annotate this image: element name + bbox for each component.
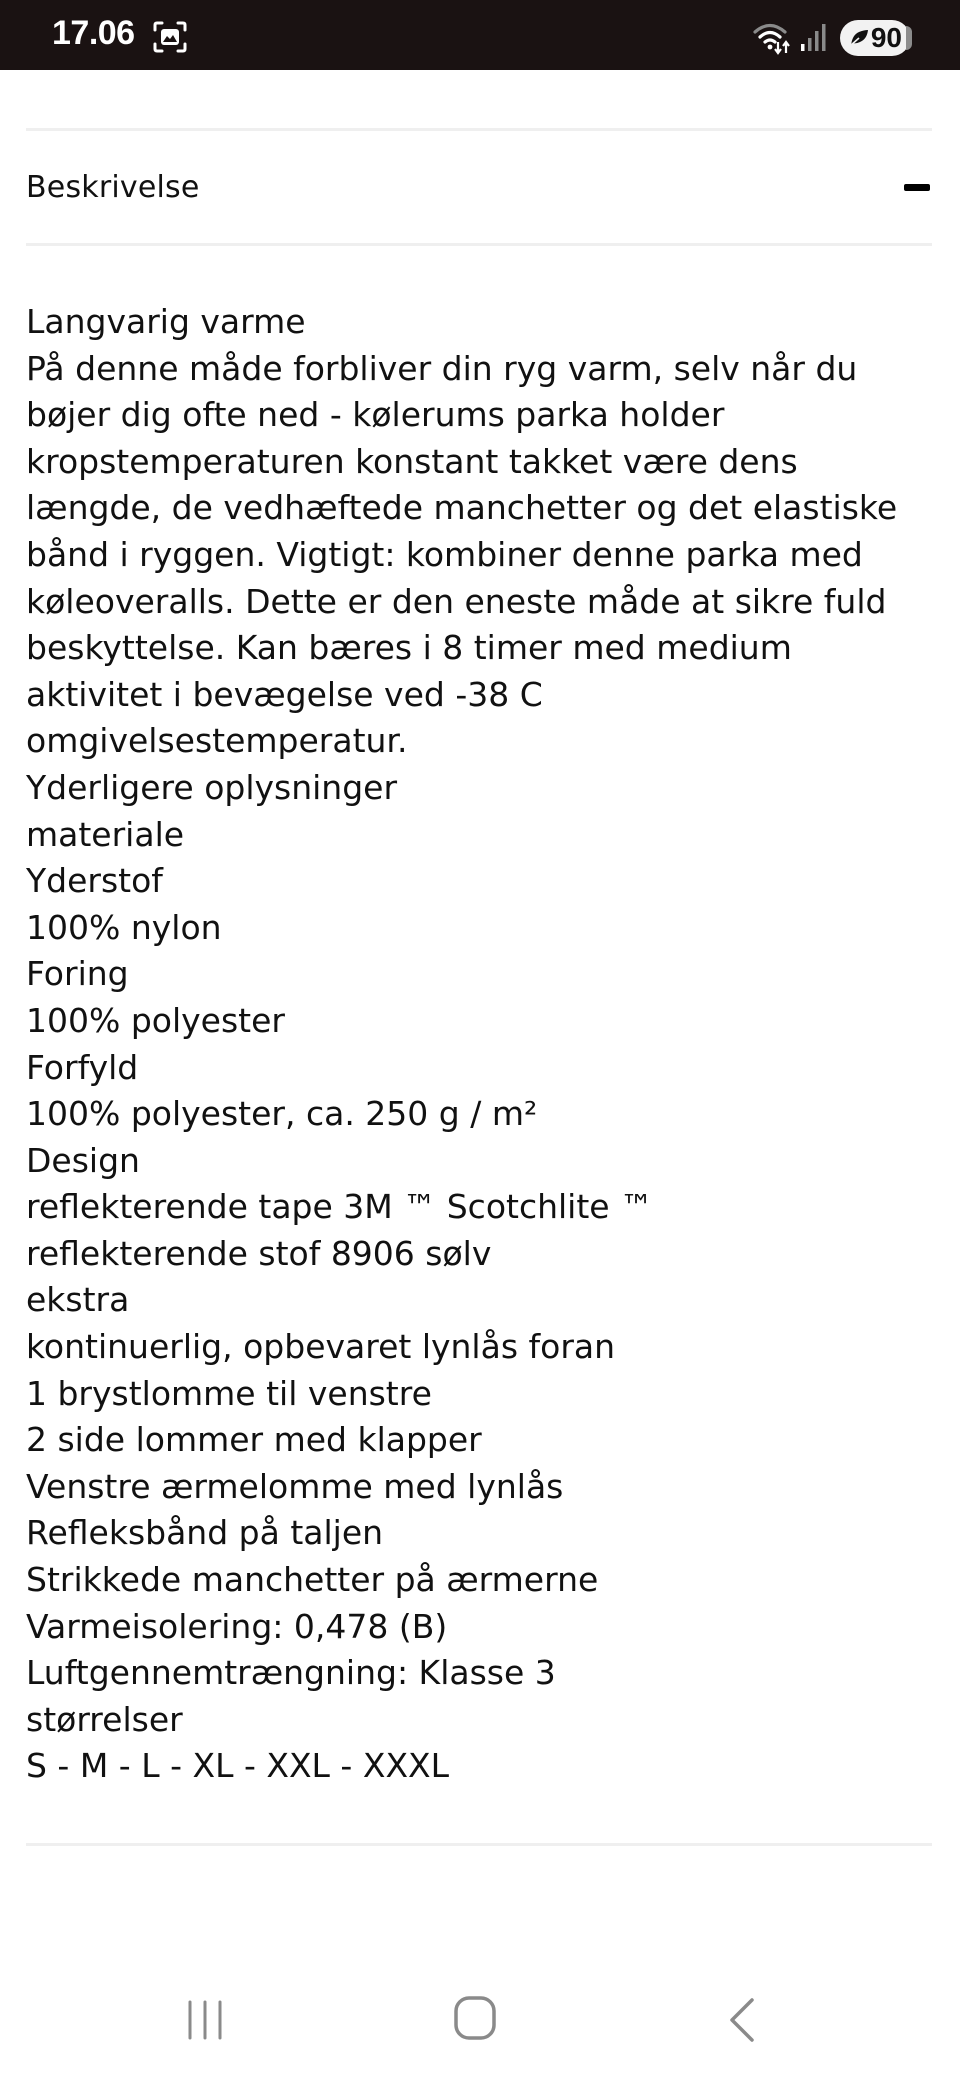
description-line: Refleksbånd på taljen — [26, 1513, 384, 1553]
description-line: Luftgennemtrængning: Klasse 3 — [26, 1653, 556, 1693]
description-sizes: S - M - L - XL - XXL - XXXL — [26, 1746, 450, 1786]
description-line: Foring — [26, 954, 129, 994]
description-line: størrelser — [26, 1699, 183, 1739]
description-paragraph: På denne måde forbliver din ryg varm, selv når du bøjer dig ofte ned - kølerums parka holder kropstemperaturen konstant takket være dens længde, de vedhæftede manchetter og det elastiske bånd i ryggen. Vigtigt: kombiner denne parka med køleoveralls. Dette er den eneste måde at sikre fuld beskyttelse. Kan bæres i 8 timer med medium aktivitet i bevægelse ved -38 C omgivelsestemperatur. — [26, 348, 898, 761]
description-line: 100% polyester, ca. 250 g / m² — [26, 1094, 538, 1134]
status-time: 17.06 — [52, 14, 135, 52]
description-line: materiale — [26, 814, 185, 854]
navigation-bar — [0, 1960, 960, 2080]
description-line: Forfyld — [26, 1047, 139, 1087]
battery-saver-leaf-icon — [849, 29, 869, 47]
description-line: 1 brystlomme til venstre — [26, 1373, 432, 1413]
description-line: 100% polyester — [26, 1000, 285, 1040]
minus-icon[interactable] — [904, 184, 930, 191]
divider-header-bottom — [26, 243, 932, 246]
description-line: reflekterende stof 8906 sølv — [26, 1233, 492, 1273]
description-line: Strikkede manchetter på ærmerne — [26, 1560, 599, 1600]
battery-level: 90 — [870, 22, 902, 53]
description-line: Design — [26, 1140, 140, 1180]
description-line: Venstre ærmelomme med lynlås — [26, 1466, 564, 1506]
recents-icon[interactable] — [182, 1998, 228, 2042]
description-line: Yderligere oplysninger — [26, 767, 398, 807]
back-icon[interactable] — [724, 1996, 760, 2044]
status-bar — [0, 0, 960, 70]
signal-icon — [800, 22, 828, 52]
accordion-title: Beskrivelse — [26, 170, 200, 205]
description-line: Varmeisolering: 0,478 (B) — [26, 1606, 448, 1646]
battery-cap — [906, 26, 912, 50]
home-icon[interactable] — [452, 1994, 498, 2042]
accordion-header-description[interactable] — [26, 131, 932, 244]
description-line: kontinuerlig, opbevaret lynlås foran — [26, 1327, 616, 1367]
description-line: reflekterende tape 3M ™ Scotchlite ™ — [26, 1187, 654, 1227]
description-heading: Langvarig varme — [26, 302, 306, 341]
description-content — [26, 299, 932, 1790]
battery-indicator — [840, 20, 910, 56]
divider-bottom — [26, 1843, 932, 1846]
description-line: Yderstof — [26, 861, 163, 901]
screenshot-icon — [152, 20, 188, 54]
wifi-icon — [752, 20, 792, 56]
description-line: ekstra — [26, 1280, 130, 1320]
description-line: 2 side lommer med klapper — [26, 1420, 482, 1460]
description-line: 100% nylon — [26, 907, 222, 947]
